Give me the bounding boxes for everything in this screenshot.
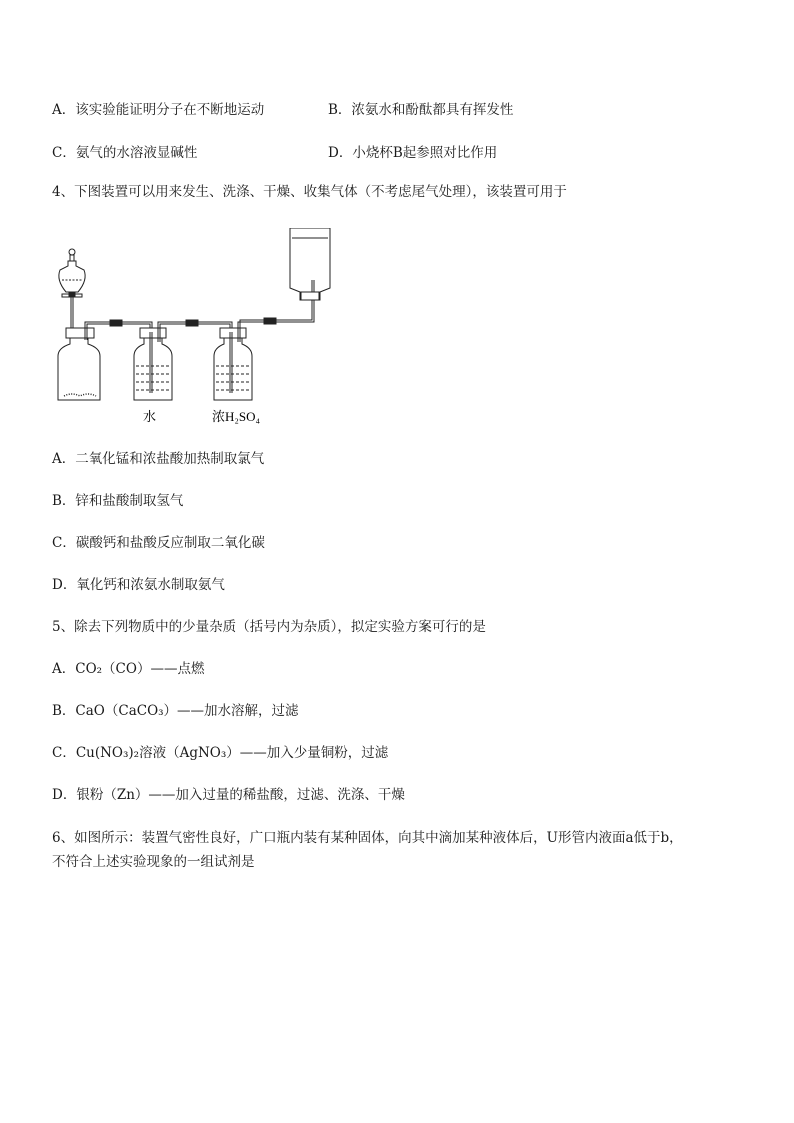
- gas-apparatus-diagram: [52, 228, 352, 428]
- q5-option-b: B．CaO（CaCO₃）——加水溶解，过滤: [52, 703, 299, 719]
- q4-stem: 4、下图装置可以用来发生、洗涤、干燥、收集气体（不考虑尾气处理），该装置可用于: [52, 184, 567, 200]
- collection-bottle-inverted: [290, 228, 330, 300]
- q5-option-a: A．CO₂（CO）——点燃: [52, 661, 205, 677]
- q5-option-d: D．银粉（Zn）——加入过量的稀盐酸，过滤、洗涤、干燥: [52, 787, 405, 803]
- wash-bottle-water: [134, 328, 172, 400]
- q3-option-c: C．氨气的水溶液显碱性: [52, 145, 198, 161]
- q4-option-a: A．二氧化锰和浓盐酸加热制取氯气: [52, 451, 265, 467]
- q3-option-b: B．浓氨水和酚酞都具有挥发性: [328, 102, 514, 118]
- q4-option-d: D．氧化钙和浓氨水制取氨气: [52, 577, 225, 593]
- label-water: 水: [143, 409, 157, 424]
- q3-option-d: D．小烧杯B起参照对比作用: [328, 145, 498, 161]
- q6-stem-line-2: 不符合上述实验现象的一组试剂是: [52, 854, 255, 870]
- q4-option-c: C．碳酸钙和盐酸反应制取二氧化碳: [52, 535, 265, 551]
- q5-stem: 5、除去下列物质中的少量杂质（括号内为杂质），拟定实验方案可行的是: [52, 619, 486, 635]
- label-conc-sulfuric-acid: 浓H₂SO₄: [212, 409, 261, 424]
- separatory-funnel: [59, 249, 85, 336]
- reaction-bottle: [58, 328, 100, 400]
- q6-stem-line-1: 6、如图所示：装置气密性良好，广口瓶内装有某种固体，向其中滴加某种液体后，U形管内液面a低于b，: [52, 830, 683, 846]
- q3-options-row-1: [52, 98, 752, 116]
- q3-option-a: A．该实验能证明分子在不断地运动: [52, 102, 265, 118]
- q5-option-c: C．Cu(NO₃)₂溶液（AgNO₃）——加入少量铜粉，过滤: [52, 745, 389, 761]
- q3-options-row-2: [52, 141, 752, 159]
- q4-option-b: B．锌和盐酸制取氢气: [52, 493, 184, 509]
- drying-bottle-sulfuric-acid: [214, 328, 252, 400]
